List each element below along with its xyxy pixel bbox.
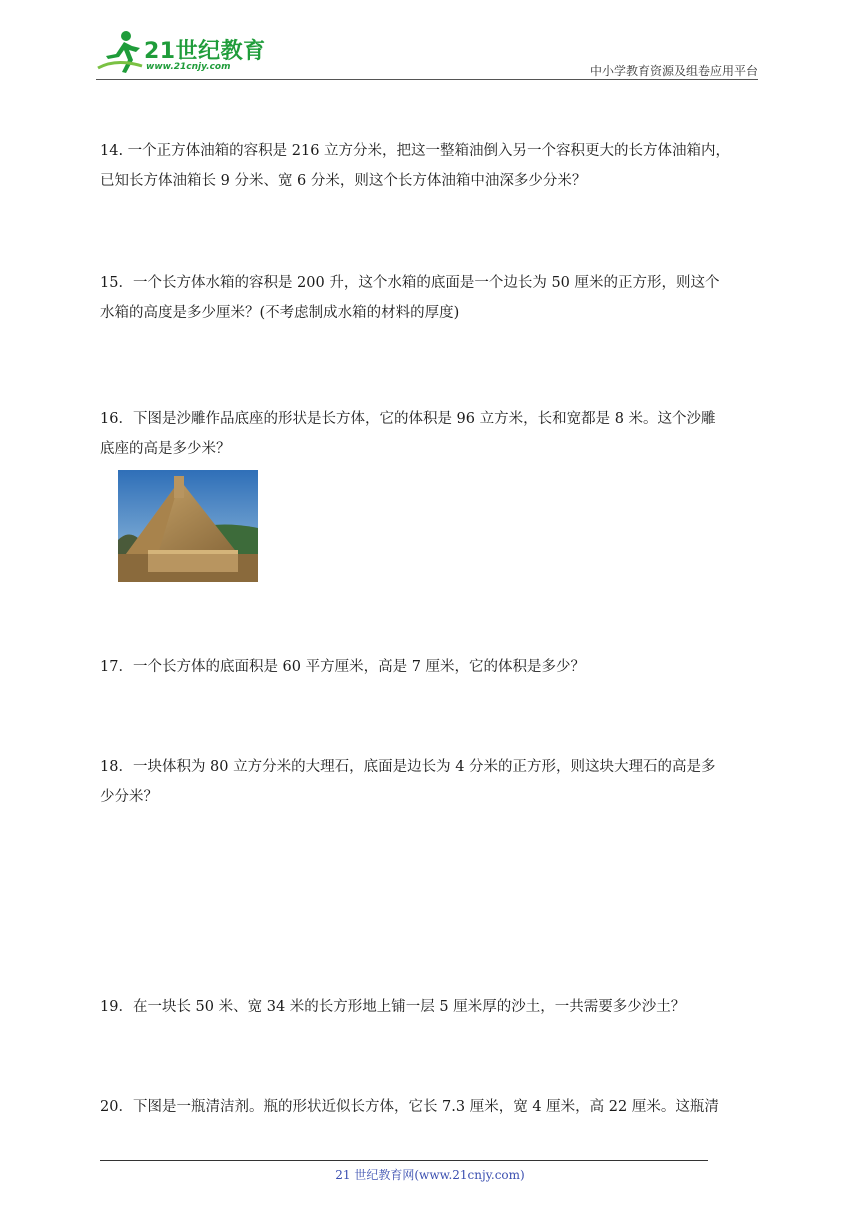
question-line: 18．一块体积为 80 立方分米的大理石，底面是边长为 4 分米的正方形，则这块大理石的高是多 [100,759,716,775]
question-line: 16．下图是沙雕作品底座的形状是长方体，它的体积是 96 立方米，长和宽都是 8 米。这个沙雕 [100,411,716,427]
logo-text: 21世纪教育 [144,39,266,64]
question-line: 20．下图是一瓶清洁剂。瓶的形状近似长方体，它长 7.3 厘米，宽 4 厘米，高 22 厘米。这瓶清 [100,1099,719,1115]
logo-url: www.21cnjy.com [146,62,231,72]
platform-title: 中小学教育资源及组卷应用平台 [589,64,758,78]
question-line: 14. 一个正方体油箱的容积是 216 立方分米，把这一整箱油倒入另一个容积更大的长方体油箱内， [100,143,731,159]
question-line: 少分米？ [100,789,158,805]
question-16 [100,404,760,464]
question-18 [100,752,760,812]
question-line: 水箱的高度是多少厘米？(不考虑制成水箱的材料的厚度) [100,305,460,321]
question-17 [100,652,760,682]
site-logo[interactable] [96,28,266,76]
footer-link[interactable]: 21 世纪教育网(www.21cnjy.com) [335,1168,525,1182]
question-14 [100,136,760,196]
question-20 [100,1092,760,1122]
page-header [96,28,758,80]
question-line: 已知长方体油箱长 9 分米、宽 6 分米，则这个长方体油箱中油深多少分米？ [100,173,587,189]
question-line: 19．在一块长 50 米、宽 34 米的长方形地上铺一层 5 厘米厚的沙土，一共需要多少沙土？ [100,999,686,1015]
question-line: 15．一个长方体水箱的容积是 200 升，这个水箱的底面是一个边长为 50 厘米的正方形，则这个 [100,275,720,291]
sand-sculpture-photo [118,470,258,582]
runner-logo-icon [96,28,146,76]
question-line: 17．一个长方体的底面积是 60 平方厘米，高是 7 厘米，它的体积是多少？ [100,659,586,675]
question-line: 底座的高是多少米？ [100,441,231,457]
question-19 [100,992,760,1022]
footer-divider [100,1160,708,1161]
header-divider [96,79,758,80]
question-15 [100,268,760,328]
